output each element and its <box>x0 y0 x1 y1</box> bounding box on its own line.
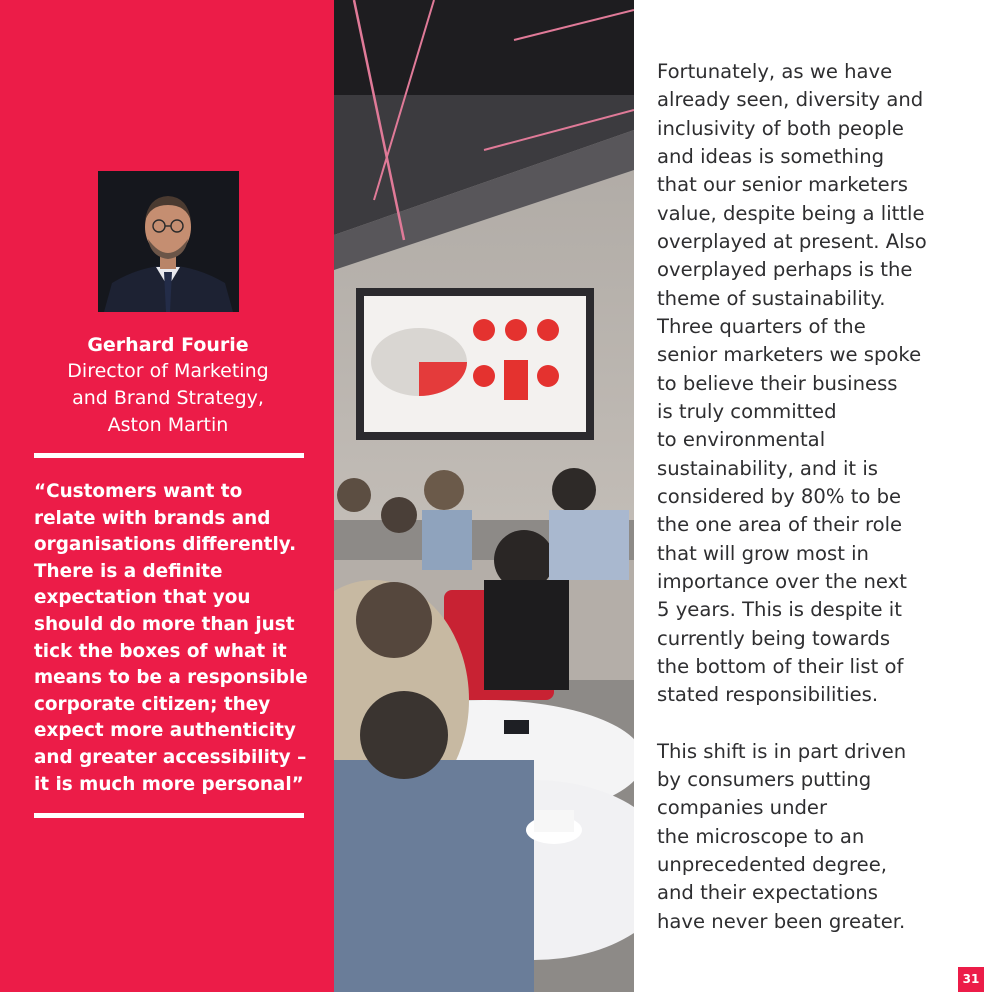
body-line: the one area of their role <box>657 513 903 537</box>
profile-title <box>0 358 336 439</box>
body-line: overplayed perhaps is the <box>657 258 913 282</box>
quote-bottom-divider <box>34 813 304 818</box>
quote-line: relate with brands and <box>34 507 271 529</box>
quote-top-divider <box>34 453 304 458</box>
sidebar-panel <box>0 0 334 992</box>
body-line: Fortunately, as we have <box>657 60 893 83</box>
pull-quote <box>34 479 324 798</box>
profile-title-line: Director of Marketing <box>67 360 269 382</box>
body-line: that will grow most in <box>657 541 869 565</box>
quote-line: corporate citizen; they <box>34 693 271 715</box>
portrait-illustration <box>98 171 239 312</box>
quote-line: There is a definite <box>34 560 223 582</box>
quote-line: should do more than just <box>34 613 295 635</box>
body-line: This shift is in part driven <box>657 739 907 763</box>
quote-line: it is much more personal” <box>34 773 304 795</box>
profile-title-line: Aston Martin <box>107 414 229 436</box>
body-line: that our senior marketers <box>657 173 908 197</box>
body-line: and their expectations <box>657 881 878 905</box>
profile-name: Gerhard Fourie <box>87 334 249 356</box>
body-line: already seen, diversity and <box>657 88 924 112</box>
profile-title-line: and Brand Strategy, <box>72 387 264 409</box>
body-line: sustainability, and it is <box>657 456 878 480</box>
quote-line: tick the boxes of what it <box>34 640 287 662</box>
body-line: overplayed at present. Also <box>657 229 927 253</box>
page-number: 31 <box>958 967 984 992</box>
quote-line: organisations differently. <box>34 534 297 556</box>
body-line: currently being towards <box>657 626 891 650</box>
body-line: stated responsibilities. <box>657 683 879 707</box>
body-line: importance over the next <box>657 569 907 593</box>
portrait-photo <box>98 171 239 312</box>
body-line: theme of sustainability. <box>657 286 886 310</box>
quote-line: expect more authenticity <box>34 720 296 742</box>
body-line: and ideas is something <box>657 144 885 168</box>
paragraph-gap <box>657 710 947 738</box>
body-line: the microscope to an <box>657 824 865 848</box>
body-line: companies under <box>657 796 828 820</box>
body-line: unprecedented degree, <box>657 852 887 876</box>
body-line: to believe their business <box>657 371 898 395</box>
quote-line: “Customers want to <box>34 481 243 502</box>
body-line: inclusivity of both people <box>657 116 904 140</box>
body-line: senior marketers we spoke <box>657 343 922 367</box>
body-line: the bottom of their list of <box>657 654 904 678</box>
quote-line: and greater accessibility – <box>34 746 307 768</box>
body-line: by consumers putting <box>657 767 872 791</box>
body-line: is truly committed <box>657 399 837 423</box>
body-text <box>657 58 947 936</box>
body-line: to environmental <box>657 428 826 452</box>
body-line: Three quarters of the <box>657 314 866 338</box>
conference-room-illustration <box>334 0 634 992</box>
quote-line: expectation that you <box>34 587 251 609</box>
quote-line: means to be a responsible <box>34 667 308 689</box>
body-line: 5 years. This is despite it <box>657 598 902 622</box>
body-line: considered by 80% to be <box>657 484 902 508</box>
body-line: have never been greater. <box>657 909 906 933</box>
body-line: value, despite being a little <box>657 201 925 225</box>
event-photo <box>334 0 634 992</box>
